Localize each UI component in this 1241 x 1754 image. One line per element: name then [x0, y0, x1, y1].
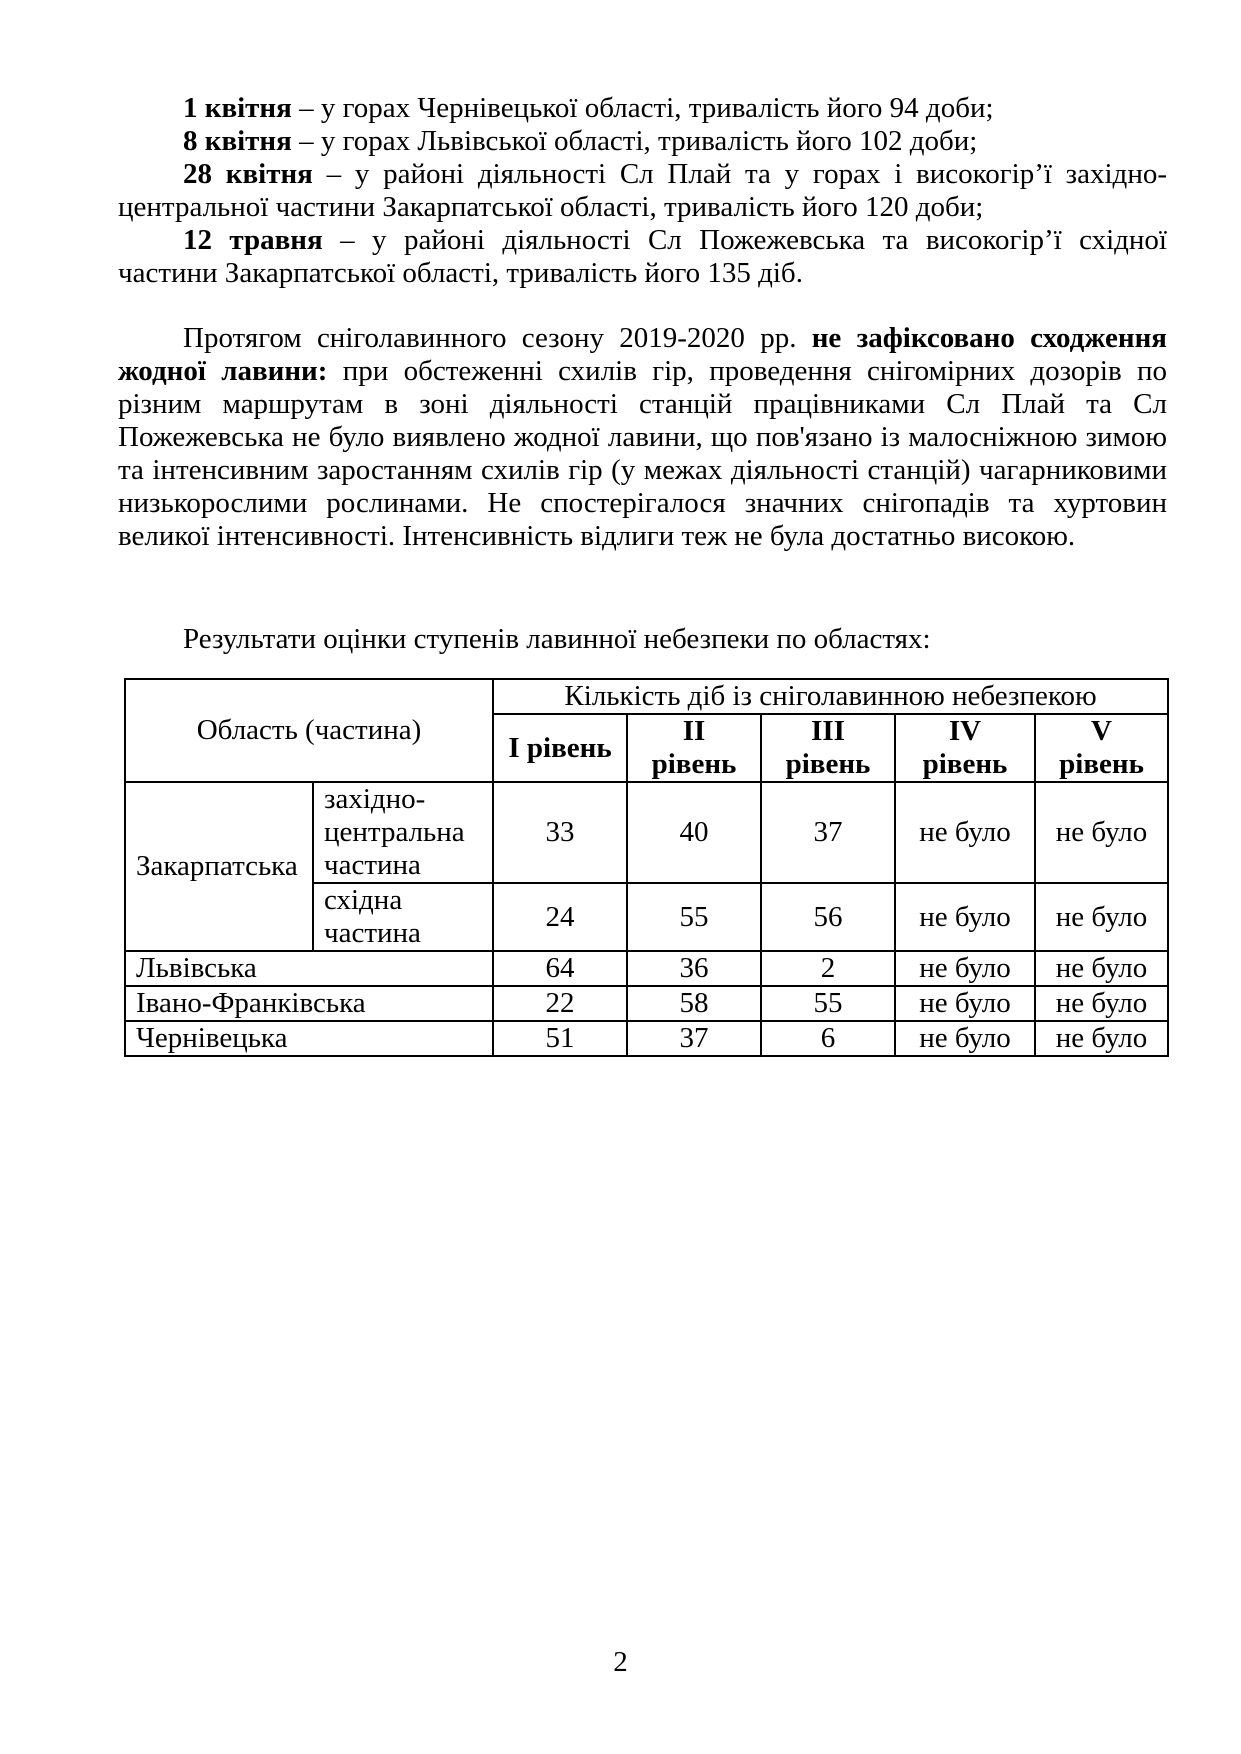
cell-value: 37 — [627, 1021, 761, 1056]
season-summary-paragraph — [118, 322, 1167, 553]
cell-value: 33 — [493, 782, 627, 883]
header-level-1: І рівень — [493, 714, 627, 782]
cell-region: Чернівецька — [125, 1021, 493, 1056]
date-entry-1-date: 1 квітня — [183, 92, 292, 124]
cell-value: не було — [1035, 883, 1168, 951]
cell-value: не було — [895, 782, 1035, 883]
cell-value: 24 — [493, 883, 627, 951]
header-level-5: V рівень — [1035, 714, 1168, 782]
cell-value: 55 — [761, 986, 895, 1021]
table-row-lvivska — [125, 951, 1168, 986]
table-intro: Результати оцінки ступенів лавинної небезпеки по областях: — [183, 623, 931, 655]
cell-value: 2 — [761, 951, 895, 986]
date-entry-3-text: – у районі діяльності Сл Плай та у горах і високогір’ї західно-центральної частини Закарпатської області, тривалість його 120 доби; — [118, 158, 1167, 223]
cell-value: не було — [1035, 951, 1168, 986]
cell-value: 51 — [493, 1021, 627, 1056]
cell-value: 40 — [627, 782, 761, 883]
season-summary-bold: не зафіксовано сходження жодної лавини: — [118, 322, 1167, 387]
cell-value: 55 — [627, 883, 761, 951]
cell-value: 22 — [493, 986, 627, 1021]
date-entry-3-date: 28 квітня — [183, 158, 313, 190]
date-entry-4-text: – у районі діяльності Сл Пожежевська та високогір’ї східної частини Закарпатської області, тривалість його 135 діб. — [118, 224, 1167, 289]
cell-value: 6 — [761, 1021, 895, 1056]
table-row-chernivetska — [125, 1021, 1168, 1056]
date-entry-2-date: 8 квітня — [183, 125, 292, 157]
cell-value: не було — [1035, 986, 1168, 1021]
cell-value: не було — [1035, 1021, 1168, 1056]
date-entry-4-date: 12 травня — [183, 224, 323, 256]
cell-region: Закарпатська — [125, 782, 313, 951]
cell-value: не було — [1035, 782, 1168, 883]
header-level-4: IV рівень — [895, 714, 1035, 782]
cell-value: 36 — [627, 951, 761, 986]
header-level-3: ІІІ рівень — [761, 714, 895, 782]
season-summary-rest: при обстеженні схилів гір, проведення снігомірних дозорів по різним маршрутам в зоні діяльності станцій працівниками Сл Плай та Сл Пожежевська не було виявлено жодної лавини, що пов'язано із малосніжною зимою та інтенсивним заростанням схилів гір (у межах діяльності станцій) чагарниковими низькорослими рослинами. Не спостерігалося значних снігопадів та хуртовин великої інтенсивності. Інтенсивність відлиги теж не була достатньо високою. — [118, 355, 1167, 552]
avalanche-danger-table — [124, 678, 1169, 1057]
table-row-ivano-frankivska — [125, 986, 1168, 1021]
cell-region: Львівська — [125, 951, 493, 986]
date-entry-3 — [118, 158, 1167, 224]
cell-value: 56 — [761, 883, 895, 951]
cell-value: 64 — [493, 951, 627, 986]
cell-region: Івано-Франківська — [125, 986, 493, 1021]
table-header-row-group — [125, 679, 1168, 714]
header-days-group: Кількість діб із сніголавинною небезпекою — [493, 679, 1168, 714]
header-level-2: ІІ рівень — [627, 714, 761, 782]
cell-value: не було — [895, 883, 1035, 951]
page-number: 2 — [613, 1646, 628, 1678]
cell-value: 58 — [627, 986, 761, 1021]
cell-value: не було — [895, 951, 1035, 986]
date-entry-2 — [118, 125, 1167, 158]
cell-value: не було — [895, 986, 1035, 1021]
header-region: Область (частина) — [125, 679, 493, 782]
cell-part: західно-центральна частина — [313, 782, 493, 883]
cell-part: східна частина — [313, 883, 493, 951]
date-entry-1-text: – у горах Чернівецької області, тривалість його 94 доби; — [291, 92, 994, 124]
cell-value: 37 — [761, 782, 895, 883]
date-entry-4 — [118, 224, 1167, 290]
date-entry-1 — [118, 92, 1167, 125]
date-entry-2-text: – у горах Львівської області, тривалість його 102 доби; — [291, 125, 978, 157]
table-row-zakarpatska-west — [125, 782, 1168, 883]
season-summary-lead: Протягом сніголавинного сезону 2019-2020 рр. — [183, 322, 812, 354]
cell-value: не було — [895, 1021, 1035, 1056]
